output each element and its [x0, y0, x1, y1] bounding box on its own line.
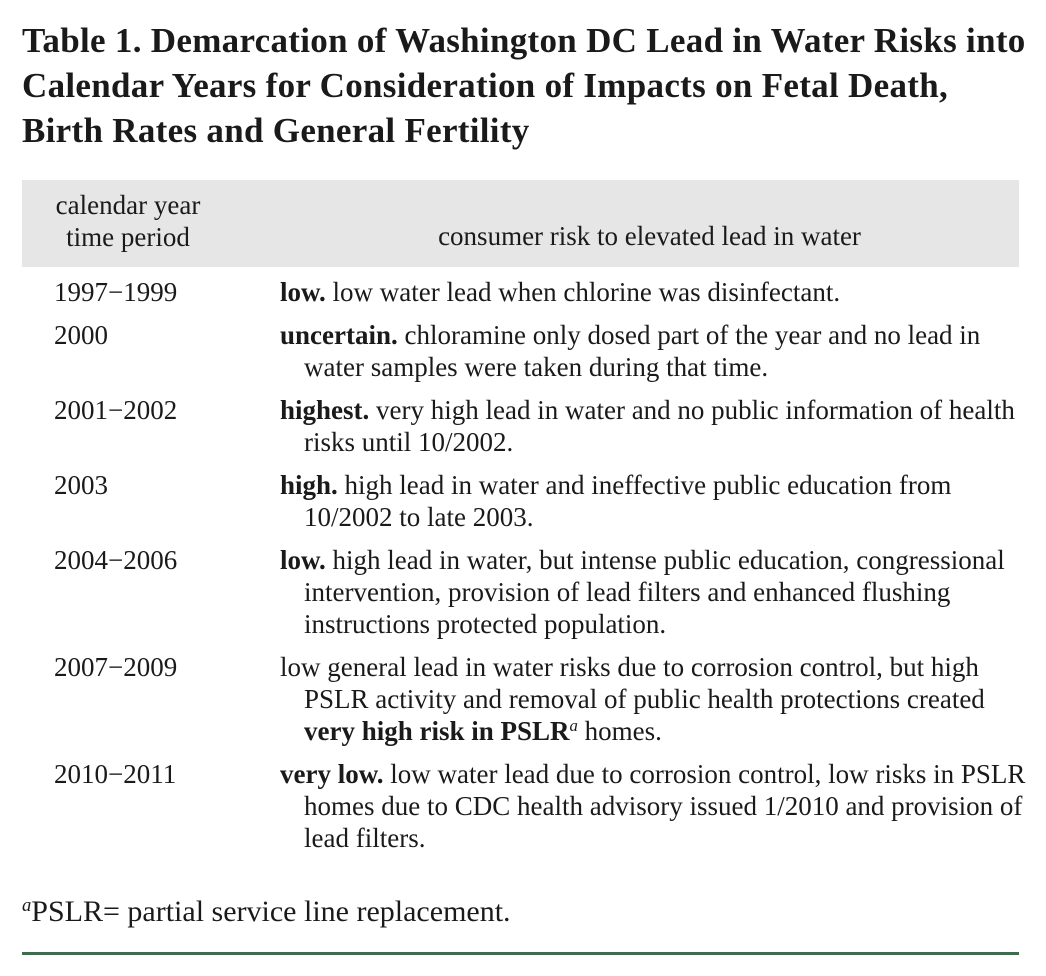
- bottom-rule: [22, 952, 1019, 955]
- risk-text: low general lead in water risks due to corrosion control, but high PSLR activity and removal of public health protections created: [280, 652, 985, 714]
- header-period: [22, 189, 234, 253]
- risk-level: very high risk in PSLR: [304, 716, 570, 746]
- footnote-marker: a: [569, 715, 578, 735]
- header-risk: consumer risk to elevated lead in water: [438, 221, 861, 251]
- risk-text: high lead in water and ineffective public education from 10/2002 to late 2003.: [304, 470, 952, 532]
- row-period: 2004−2006: [54, 545, 178, 575]
- row-description: [280, 276, 1032, 308]
- table-row: [22, 394, 1032, 458]
- risk-text-end: homes.: [577, 716, 662, 746]
- risk-level: highest.: [280, 395, 370, 425]
- table-row: [22, 758, 1032, 854]
- risk-level: low.: [280, 277, 326, 307]
- risk-text: chloramine only dosed part of the year and no lead in water samples were taken during that time.: [304, 320, 981, 382]
- row-period: 2007−2009: [54, 652, 178, 682]
- row-description: [280, 394, 1032, 458]
- row-period: 2003: [54, 470, 108, 500]
- table-row: [22, 651, 1032, 747]
- footnote-marker: a: [22, 894, 32, 916]
- header-period-line1: calendar year: [55, 190, 201, 220]
- row-description: [280, 544, 1032, 640]
- row-period: 2010−2011: [54, 759, 177, 789]
- table-row: [22, 276, 1032, 308]
- row-period: 1997−1999: [54, 277, 178, 307]
- row-description: [280, 758, 1032, 854]
- risk-text: very high lead in water and no public information of health risks until 10/2002.: [304, 395, 1015, 457]
- row-description: [280, 469, 1032, 533]
- footnote-text: PSLR= partial service line replacement.: [31, 895, 511, 928]
- table-title: Table 1. Demarcation of Washington DC Lead in Water Risks into Calendar Years for Consideration of Impacts on Fetal Death, Birth Rates and General Fertility: [22, 21, 1026, 150]
- risk-level: high.: [280, 470, 338, 500]
- row-description: [280, 651, 1032, 747]
- row-period: 2000: [54, 320, 108, 350]
- risk-level: very low.: [280, 759, 384, 789]
- table-header: [22, 180, 1019, 267]
- risk-text: low water lead due to corrosion control, low risks in PSLR homes due to CDC health advisory issued 1/2010 and provision of lead filters.: [304, 759, 1026, 853]
- table-row: [22, 319, 1032, 383]
- risk-text: low water lead when chlorine was disinfectant.: [325, 277, 841, 307]
- risk-level: uncertain.: [280, 320, 398, 350]
- risk-text: high lead in water, but intense public education, congressional intervention, provision of lead filters and enhanced flushing instructions protected population.: [304, 545, 1005, 639]
- row-period: 2001−2002: [54, 395, 178, 425]
- table-body: [22, 276, 1032, 865]
- table-row: [22, 469, 1032, 533]
- header-period-line2: time period: [66, 222, 190, 252]
- table-footnote: [22, 894, 511, 930]
- row-description: [280, 319, 1032, 383]
- table-row: [22, 544, 1032, 640]
- risk-level: low.: [280, 545, 326, 575]
